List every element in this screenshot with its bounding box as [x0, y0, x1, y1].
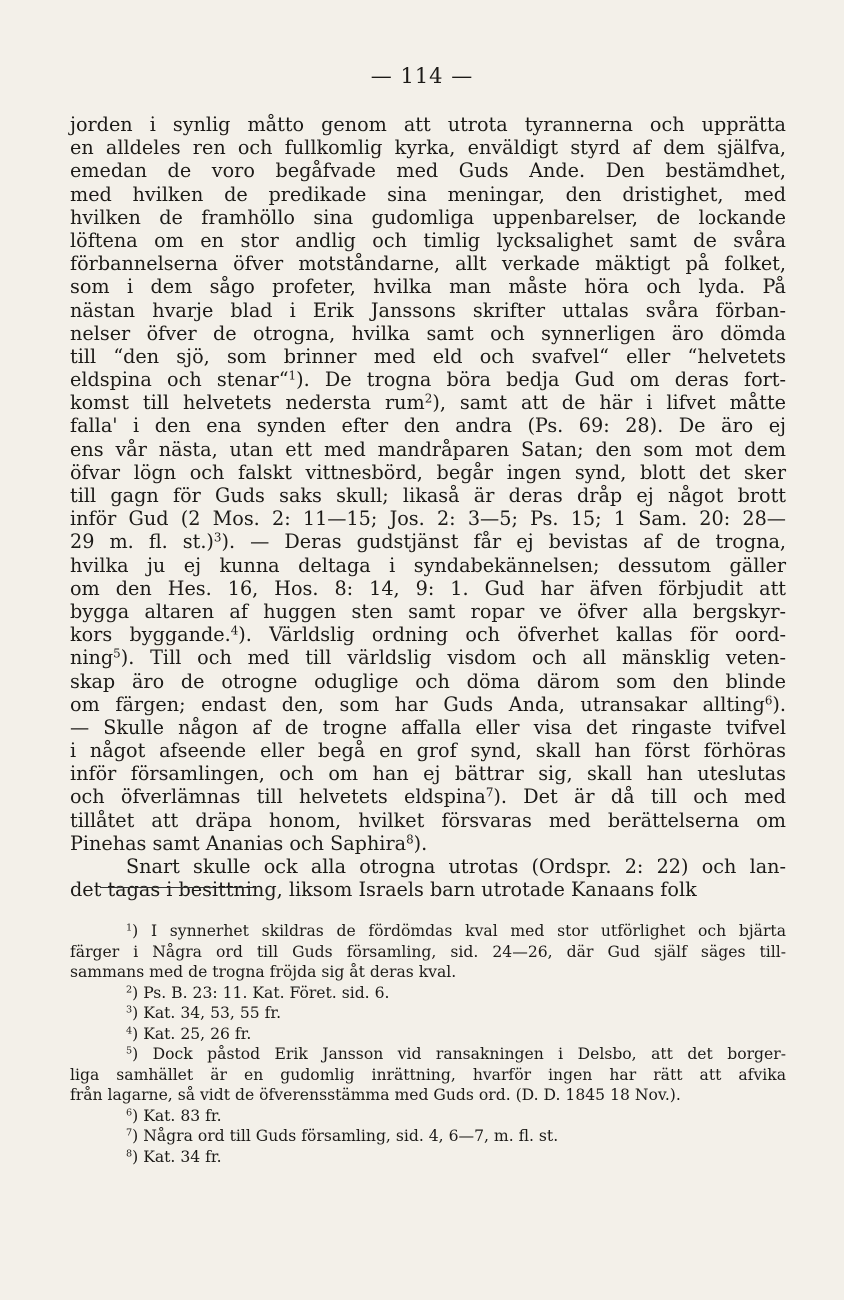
line-text: ). Till och med till världslig visdom och all mänsklig veten- — [120, 646, 786, 670]
footnote-marker: 8 — [126, 1148, 133, 1160]
footnote-marker: 2 — [424, 391, 433, 406]
text-line — [70, 670, 786, 693]
text-line — [70, 507, 786, 530]
line-text: — Skulle någon af de trogne affalla eller visa det ringaste tvifvel — [70, 715, 786, 739]
text-line — [70, 345, 786, 368]
line-text: löftena om en stor andlig och timlig lycksalighet samt de svåra — [70, 228, 786, 252]
text-line — [70, 878, 786, 901]
line-text: om den Hes. 16, Hos. 8: 14, 9: 1. Gud har äfven förbjudit att — [70, 576, 786, 600]
line-text: en alldeles ren och fullkomlig kyrka, enväldigt styrd af dem själfva, — [70, 136, 786, 160]
footnote-line — [70, 1024, 786, 1045]
footnote-text: ) Ps. B. 23: 11. Kat. Föret. sid. 6. — [132, 983, 390, 1002]
line-text: ). — [772, 692, 786, 716]
text-line — [70, 414, 786, 437]
footnote-line — [70, 983, 786, 1004]
footnote-text: sammans med de trogna fröjda sig åt deras kval. — [70, 963, 457, 981]
text-line — [70, 484, 786, 507]
footnote-text: liga samhället är en gudomlig inrättning, hvarför ingen har rätt att afvika — [70, 1065, 786, 1084]
footnote-marker: 1 — [288, 368, 297, 383]
line-text: till “den sjö, som brinner med eld och svafvel“ eller “helvetets — [70, 344, 786, 368]
footnote-line — [70, 1106, 786, 1127]
footnote-marker: 6 — [764, 693, 773, 708]
footnote-line — [70, 1147, 786, 1168]
line-text: ). De trogna böra bedja Gud om deras fort- — [296, 368, 786, 392]
footnote-line — [70, 1065, 786, 1086]
footnote-text: färger i Några ord till Guds församling, sid. 24—26, där Gud själf säges till- — [70, 942, 786, 961]
text-line — [70, 716, 786, 739]
line-text: öfvar lögn och falskt vittnesbörd, begår ingen synd, blott det sker — [70, 460, 786, 484]
line-text: det tagas i besittning, liksom Israels barn utrotade Kanaans folk — [70, 878, 697, 902]
body-text — [70, 113, 786, 901]
footnote-marker: 4 — [126, 1025, 133, 1037]
line-text: inför församlingen, och om han ej bättrar sig, skall han uteslutas — [70, 762, 786, 786]
line-text: nästan hvarje blad i Erik Janssons skrifter uttalas svåra förban- — [70, 298, 786, 322]
text-line — [70, 229, 786, 252]
text-line — [70, 785, 786, 808]
text-line — [70, 809, 786, 832]
text-line — [70, 275, 786, 298]
footnote-marker: 3 — [126, 1004, 133, 1016]
line-text: inför Gud (2 Mos. 2: 11—15; Jos. 2: 3—5; Ps. 15; 1 Sam. 20: 28— — [70, 507, 786, 531]
line-text: komst till helvetets nedersta rum — [70, 391, 425, 415]
text-line — [70, 322, 786, 345]
text-line — [70, 623, 786, 646]
footnote-marker: 5 — [113, 646, 121, 661]
footnote-marker: 3 — [213, 530, 222, 545]
line-text: ens vår nästa, utan ett med mandråparen Satan; den som mot dem — [70, 437, 786, 461]
text-line — [70, 693, 786, 716]
line-text: ning — [70, 646, 114, 670]
footnote-text: ) Några ord till Guds församling, sid. 4, 6—7, m. fl. st. — [132, 1127, 559, 1145]
text-line — [70, 438, 786, 461]
line-text: ). — Deras gudstjänst får ej bevistas af de trogna, — [221, 530, 787, 554]
line-text: förbannelserna öfver motståndarne, allt verkade mäktigt på folket, — [70, 252, 786, 276]
text-line — [70, 183, 786, 206]
line-text: kors byggande. — [70, 623, 231, 647]
text-line — [70, 554, 786, 577]
footnote-marker: 5 — [126, 1045, 133, 1057]
text-line — [70, 832, 786, 855]
line-text: ). Det är då till och med — [493, 785, 786, 809]
line-text: Snart skulle ock alla otrogna utrotas (Ordspr. 2: 22) och lan- — [126, 855, 786, 878]
page-number: — 114 — — [370, 64, 474, 88]
footnote-marker: 8 — [406, 832, 414, 847]
line-text: ). Världslig ordning och öfverhet kallas för oord- — [238, 623, 786, 647]
line-text: hvilka ju ej kunna deltaga i syndabekännelsen; dessutom gäller — [70, 553, 786, 577]
line-text: jorden i synlig måtto genom att utrota tyrannerna och upprätta — [70, 113, 786, 136]
text-line — [70, 646, 786, 669]
line-text: emedan de voro begåfvade med Guds Ande. Den bestämdhet, — [70, 159, 786, 183]
footnote-line — [70, 962, 786, 983]
line-text: ), samt att de här i lifvet måtte — [432, 391, 787, 415]
line-text: till gagn för Guds saks skull; likaså är deras dråp ej något brott — [70, 484, 786, 507]
text-line — [70, 113, 786, 136]
text-line — [70, 600, 786, 623]
line-text: skap äro de otrogne oduglige och döma därom som den blinde — [70, 669, 786, 693]
footnote-marker: 7 — [126, 1127, 133, 1139]
text-line — [70, 136, 786, 159]
line-text: bygga altaren af huggen sten samt ropar ve öfver alla bergskyr- — [70, 599, 786, 623]
footnote-separator — [100, 887, 254, 888]
line-text: Pinehas samt Ananias och Saphira — [70, 831, 407, 855]
line-text: ). — [413, 831, 428, 855]
footnote-marker: 6 — [126, 1107, 133, 1119]
footnote-marker: 2 — [126, 984, 133, 996]
line-text: eldspina och stenar“ — [70, 368, 289, 392]
footnote-line — [70, 921, 786, 942]
line-text: om färgen; endast den, som har Guds Anda, utransakar allting — [70, 692, 765, 716]
text-line — [70, 530, 786, 553]
footnote-text: ) Kat. 25, 26 fr. — [132, 1024, 252, 1043]
footnote-marker: 7 — [485, 785, 494, 800]
line-text: tillåtet att dräpa honom, hvilket försvaras med berättelserna om — [70, 808, 786, 832]
footnote-text: ) Kat. 83 fr. — [132, 1106, 222, 1125]
footnote-text: ) Kat. 34, 53, 55 fr. — [132, 1004, 282, 1022]
line-text: hvilken de framhöllo sina gudomliga uppenbarelser, de lockande — [70, 205, 786, 229]
footnote-line — [70, 942, 786, 963]
footnote-line — [70, 1003, 786, 1024]
text-line — [70, 762, 786, 785]
line-text: 29 m. fl. st.) — [70, 530, 214, 554]
line-text: i något afseende eller begå en grof synd, skall han först förhöras — [70, 739, 786, 763]
text-line — [70, 391, 786, 414]
text-line — [70, 739, 786, 762]
text-line — [70, 206, 786, 229]
text-line — [70, 252, 786, 275]
text-line — [70, 855, 786, 878]
footnote-text: ) Dock påstod Erik Jansson vid ransakningen i Delsbo, att det borger- — [132, 1045, 786, 1063]
footnote-marker: 1 — [126, 922, 133, 934]
text-line — [70, 577, 786, 600]
line-text: falla' i den ena synden efter den andra (Ps. 69: 28). De äro ej — [70, 414, 786, 438]
footnotes — [70, 921, 786, 1167]
text-line — [70, 461, 786, 484]
footnote-line — [70, 1126, 786, 1147]
footnote-marker: 4 — [230, 623, 239, 638]
text-line — [70, 299, 786, 322]
text-line — [70, 368, 786, 391]
footnote-text: från lagarne, så vidt de öfverensstämma med Guds ord. (D. D. 1845 18 Nov.). — [70, 1086, 681, 1104]
text-line — [70, 159, 786, 182]
footnote-text: ) Kat. 34 fr. — [132, 1147, 222, 1166]
footnote-line — [70, 1044, 786, 1065]
line-text: som i dem sågo profeter, hvilka man måste höra och lyda. På — [70, 275, 786, 299]
line-text: nelser öfver de otrogna, hvilka samt och synnerligen äro dömda — [70, 321, 786, 345]
footnote-text: ) I synnerhet skildras de fördömdas kval med stor utförlighet och bjärta — [132, 922, 786, 940]
footnote-line — [70, 1085, 786, 1106]
line-text: och öfverlämnas till helvetets eldspina — [70, 785, 486, 809]
line-text: med hvilken de predikade sina meningar, den dristighet, med — [70, 182, 786, 206]
